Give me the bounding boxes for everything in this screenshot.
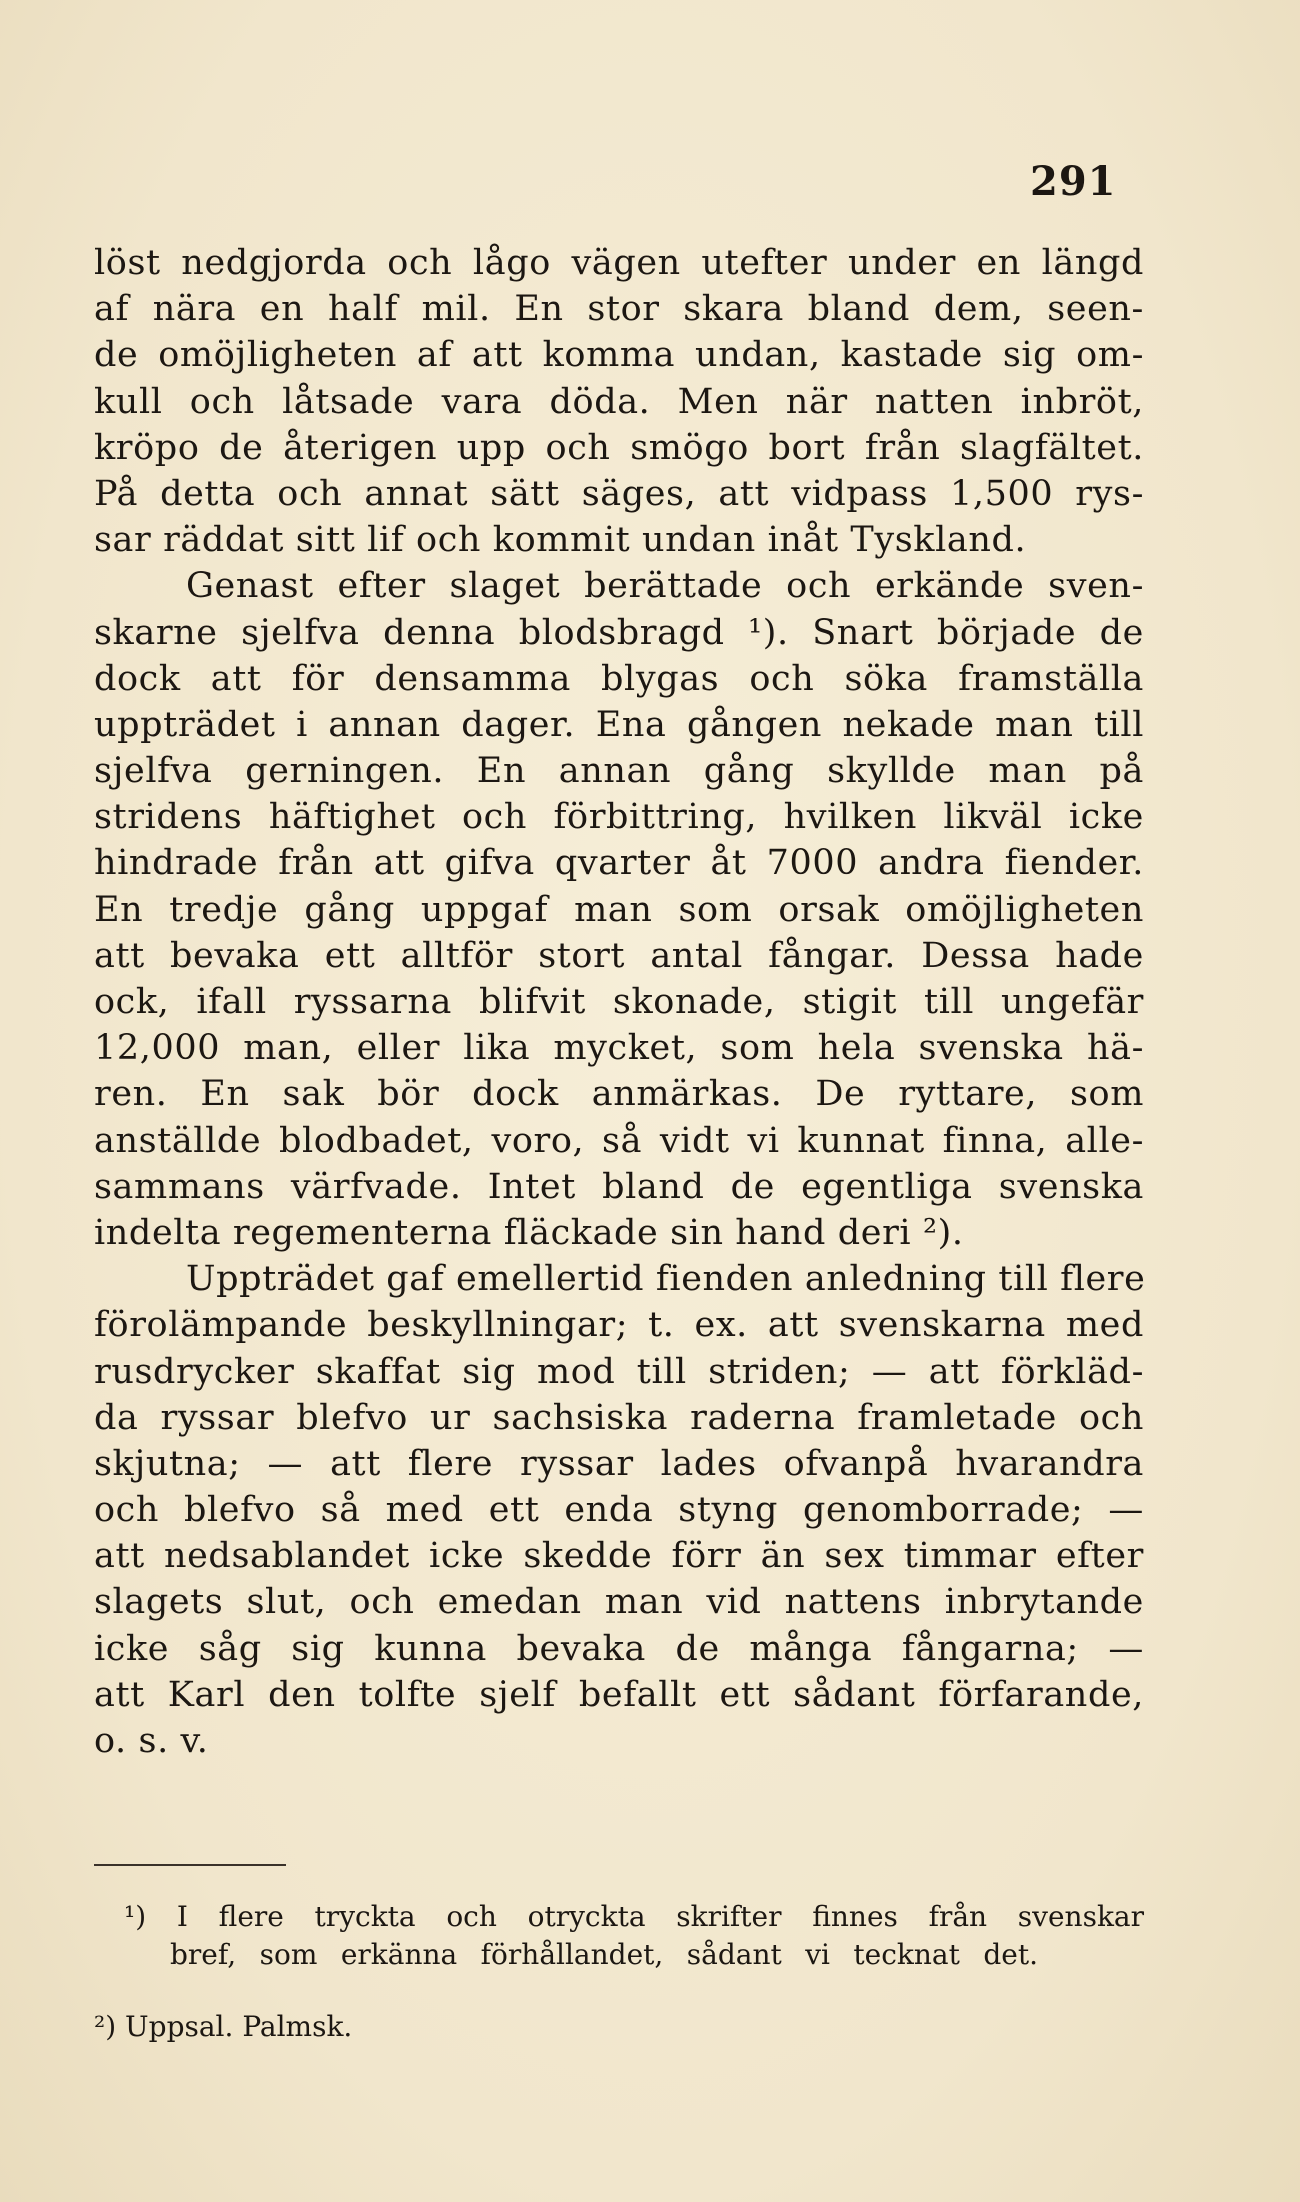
text-line: Uppträdet gaf emellertid fienden anledning till flere (186, 1259, 1146, 1300)
text-line: att bevaka ett alltför stort antal fångar. Dessa hade (94, 935, 1144, 976)
text-line: kröpo de återigen upp och smögo bort från slagfältet. (94, 427, 1144, 468)
text-line: stridens häftighet och förbittring, hvilken likväl icke (94, 797, 1144, 838)
text-line: sjelfva gerningen. En annan gång skyllde man på (94, 751, 1144, 792)
footnote-1: ¹) I flere tryckta och otryckta skrifter finnes från svenskar (124, 1900, 1144, 1933)
text-line: att Karl den tolfte sjelf befallt ett sådant förfarande, (94, 1674, 1144, 1715)
text-line: de omöjligheten af att komma undan, kastade sig om- (94, 335, 1144, 376)
text-line: rusdrycker skaffat sig mod till striden; — att förkläd- (94, 1351, 1144, 1392)
text-line: att nedsablandet icke skedde förr än sex timmar efter (94, 1536, 1144, 1577)
text-line: skarne sjelfva denna blodsbragd ¹). Snart började de (94, 612, 1144, 653)
text-line: och blefvo så med ett enda styng genomborrade; — (94, 1490, 1144, 1531)
text-line: På detta och annat sätt säges, att vidpass 1,500 rys- (94, 473, 1144, 514)
text-line: o. s. v. (94, 1721, 209, 1761)
body-text (94, 240, 1144, 1764)
text-line: ren. En sak bör dock anmärkas. De ryttare, som (94, 1074, 1144, 1115)
text-line: anställde blodbadet, voro, så vidt vi kunnat finna, alle- (94, 1120, 1144, 1161)
page-number: 291 (1030, 158, 1117, 205)
text-line: 12,000 man, eller lika mycket, som hela svenska hä- (94, 1028, 1144, 1069)
text-line: förolämpande beskyllningar; t. ex. att svenskarna med (94, 1305, 1144, 1346)
text-line: da ryssar blefvo ur sachsiska raderna framletade och (94, 1397, 1144, 1438)
text-line: hindrade från att gifva qvarter åt 7000 andra fiender. (94, 843, 1144, 884)
footnote-2: ²) Uppsal. Palmsk. (94, 2010, 353, 2043)
text-line: indelta regementerna fläckade sin hand deri ²). (94, 1212, 964, 1253)
text-line: af nära en half mil. En stor skara bland dem, seen- (94, 289, 1144, 330)
text-line: Genast efter slaget berättade och erkände sven- (186, 566, 1144, 607)
text-line: slagets slut, och emedan man vid nattens inbrytande (94, 1582, 1144, 1623)
text-line: ock, ifall ryssarna blifvit skonade, stigit till ungefär (94, 982, 1144, 1022)
text-line: sar räddat sitt lif och kommit undan inåt Tyskland. (94, 520, 1027, 561)
footnotes (94, 1898, 1144, 2046)
text-line: icke såg sig kunna bevaka de många fångarna; — (94, 1628, 1144, 1669)
text-line: En tredje gång uppgaf man som orsak omöjligheten (94, 889, 1144, 930)
footnote-divider (94, 1864, 286, 1866)
text-line: löst nedgjorda och lågo vägen utefter under en längd (94, 243, 1144, 283)
text-line: dock att för densamma blygas och söka framställa (94, 658, 1144, 699)
text-line: skjutna; — att flere ryssar lades ofvanpå hvarandra (94, 1443, 1144, 1484)
text-line: sammans värfvade. Intet bland de egentliga svenska (94, 1166, 1144, 1207)
text-line: kull och låtsade vara döda. Men när natten inbröt, (94, 381, 1144, 422)
footnote-1-continued: bref, som erkänna förhållandet, sådant vi tecknat det. (170, 1938, 1038, 1971)
text-line: uppträdet i annan dager. Ena gången nekade man till (94, 704, 1144, 745)
